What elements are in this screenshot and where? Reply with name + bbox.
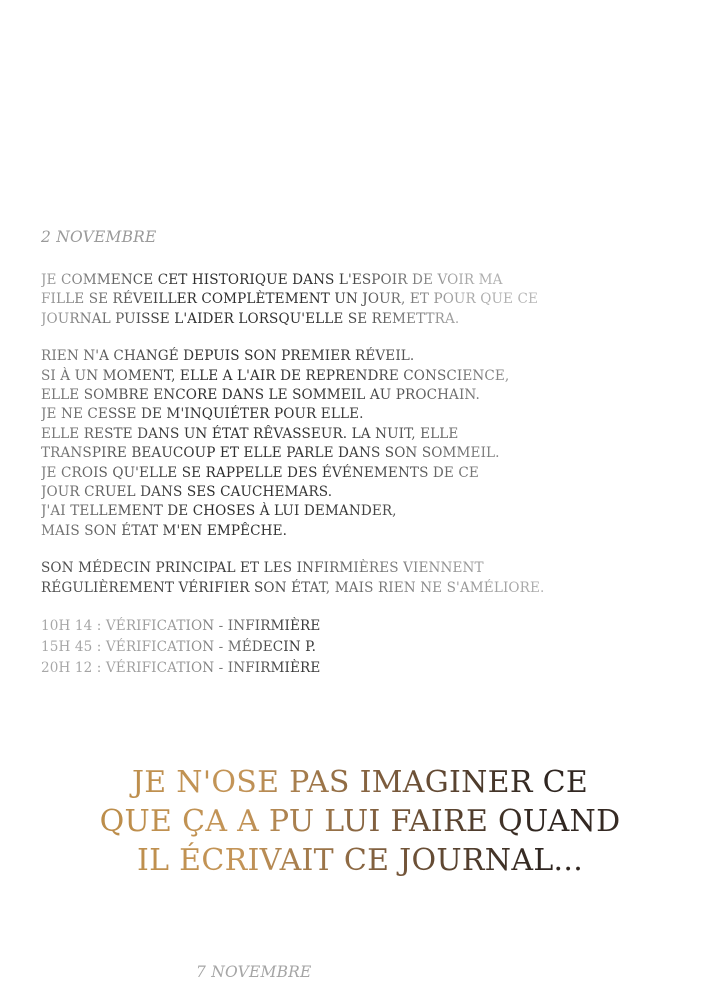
journal-line: JE COMMENCE CET HISTORIQUE DANS L'ESPOIR DE VOIR MA bbox=[41, 271, 601, 290]
journal-line: J'AI TELLEMENT DE CHOSES À LUI DEMANDER, bbox=[41, 502, 601, 521]
check-log bbox=[41, 616, 601, 679]
log-entry: 15H 45 : VÉRIFICATION - MÉDECIN P. bbox=[41, 637, 601, 658]
journal-line: ELLE SOMBRE ENCORE DANS LE SOMMEIL AU PROCHAIN. bbox=[41, 386, 601, 405]
entry-date: 2 NOVEMBRE bbox=[41, 228, 157, 246]
journal-line: RÉGULIÈREMENT VÉRIFIER SON ÉTAT, MAIS RIEN NE S'AMÉLIORE. bbox=[41, 579, 601, 598]
journal-line: JOUR CRUEL DANS SES CAUCHEMARS. bbox=[41, 483, 601, 502]
journal-paragraph-condition bbox=[41, 347, 601, 541]
caption-line: IL ÉCRIVAIT CE JOURNAL... bbox=[60, 841, 660, 880]
journal-paragraph-doctors bbox=[41, 559, 601, 598]
journal-line: TRANSPIRE BEAUCOUP ET ELLE PARLE DANS SON SOMMEIL. bbox=[41, 444, 601, 463]
log-entry: 10H 14 : VÉRIFICATION - INFIRMIÈRE bbox=[41, 616, 601, 637]
journal-entry bbox=[41, 227, 601, 697]
journal-paragraph-intro bbox=[41, 271, 601, 329]
narration-caption bbox=[60, 763, 660, 880]
journal-line: JOURNAL PUISSE L'AIDER LORSQU'ELLE SE REMETTRA. bbox=[41, 310, 601, 329]
log-entry: 20H 12 : VÉRIFICATION - INFIRMIÈRE bbox=[41, 658, 601, 679]
journal-line: RIEN N'A CHANGÉ DEPUIS SON PREMIER RÉVEIL. bbox=[41, 347, 601, 366]
journal-line: JE CROIS QU'ELLE SE RAPPELLE DES ÉVÉNEMENTS DE CE bbox=[41, 464, 601, 483]
journal-line: MAIS SON ÉTAT M'EN EMPÊCHE. bbox=[41, 522, 601, 541]
next-entry-date: 7 NOVEMBRE bbox=[196, 963, 312, 981]
journal-line: SON MÉDECIN PRINCIPAL ET LES INFIRMIÈRES VIENNENT bbox=[41, 559, 601, 578]
journal-line: ELLE RESTE DANS UN ÉTAT RÊVASSEUR. LA NUIT, ELLE bbox=[41, 425, 601, 444]
caption-line: JE N'OSE PAS IMAGINER CE bbox=[60, 763, 660, 802]
journal-line: FILLE SE RÉVEILLER COMPLÈTEMENT UN JOUR, ET POUR QUE CE bbox=[41, 290, 601, 309]
caption-line: QUE ÇA A PU LUI FAIRE QUAND bbox=[60, 802, 660, 841]
journal-line: SI À UN MOMENT, ELLE A L'AIR DE REPRENDRE CONSCIENCE, bbox=[41, 367, 601, 386]
journal-line: JE NE CESSE DE M'INQUIÉTER POUR ELLE. bbox=[41, 405, 601, 424]
